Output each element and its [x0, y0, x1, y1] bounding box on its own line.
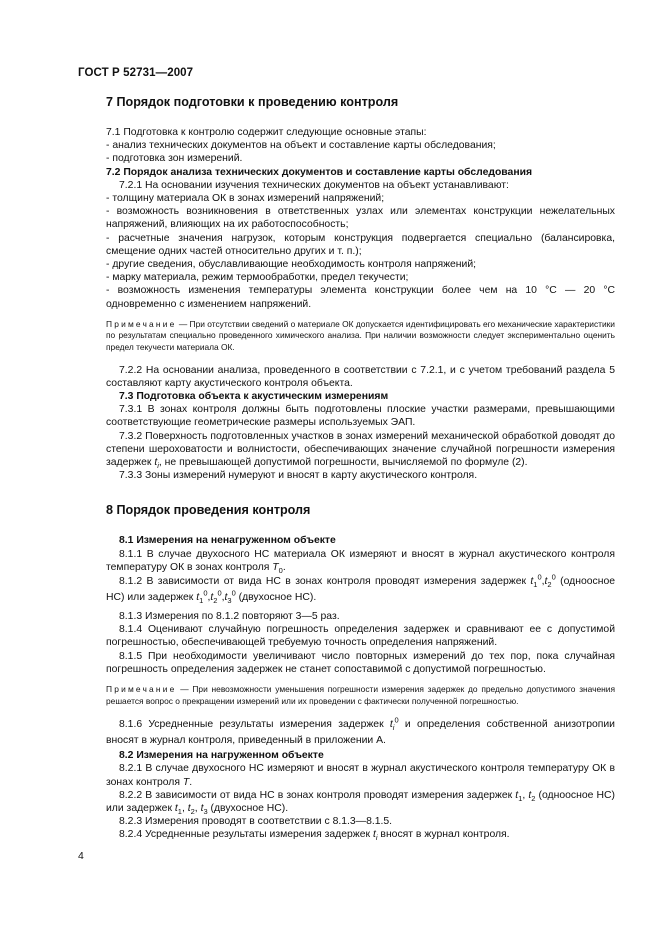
text-run: 7.3.2 Поверхность подготовленных участков в зонах измерений механической обработкой доводят до степени шероховатости и волнистости, обеспечивающих значение случайной погрешности измерения задержек: [106, 430, 615, 469]
section-8-title: 8 Порядок проведения контроля: [106, 503, 311, 518]
subsection-7-3-heading: 7.3 Подготовка объекта к акустическим измерениям: [119, 391, 389, 403]
page-number: 4: [78, 851, 84, 862]
text-run: ,: [522, 789, 526, 801]
math-sup: 0: [217, 588, 222, 598]
math-sub: i: [392, 723, 395, 733]
math-var: t: [372, 829, 376, 841]
text-run: .: [282, 561, 286, 573]
text-run: ,: [194, 803, 198, 815]
para-7-2-1: 7.2.1 На основании изучения технических документов на объект устанавливают:: [119, 179, 509, 191]
math-var: t: [210, 592, 214, 604]
note-label: Примечание: [106, 684, 177, 695]
page-content: [106, 94, 615, 842]
text-run: ,: [207, 592, 211, 604]
subsection-8-2-heading: 8.2 Измерения на нагруженном объекте: [119, 750, 324, 762]
para-8-1-1: [106, 548, 615, 574]
math-sup: 0: [231, 588, 236, 598]
math-var: t: [515, 789, 519, 801]
math-var: t: [196, 592, 200, 604]
math-var: t: [528, 789, 532, 801]
math-sup: 0: [394, 715, 399, 725]
math-sub: 2: [547, 580, 552, 590]
math-sub: 1: [199, 596, 204, 606]
list-item: - возможность изменения температуры элемента конструкции более чем на 10 °С — 20 °С одновременно с изменением напряжений.: [106, 285, 615, 310]
note-text: — При отсутствии сведений о материале ОК допускается идентифицировать его механические характеристики по результатам специально проведенного химического анализа. При наличии возможности следует экспериментально оценить предел текучести материала ОК.: [106, 318, 615, 353]
math-sup: 0: [537, 572, 542, 582]
math-sub: 2: [213, 596, 218, 606]
text-run: 8.1.2 В зависимости от вида НС в зонах контроля проводят измерения задержек: [119, 576, 531, 588]
list-item: - толщину материала ОК в зонах измерений напряжений;: [106, 193, 385, 205]
math-var: t: [154, 457, 158, 469]
list-item: - анализ технических документов на объект и составление карты обследования;: [106, 140, 496, 152]
para-8-1-4: 8.1.4 Оценивают случайную погрешность определения задержек и сравнивают ее с допустимой погрешностью, обеспечивающей требуемую точность определения напряжений.: [106, 624, 615, 649]
text-run: (двухосное НС).: [207, 803, 289, 815]
text-run: .: [189, 776, 193, 788]
math-var: t: [200, 803, 204, 815]
math-var: t: [389, 719, 393, 731]
note-2: [106, 684, 615, 707]
math-var: t: [530, 576, 534, 588]
text-run: 8.1.6 Усредненные результаты измерения задержек: [119, 719, 390, 731]
text-run: 8.2.2 В зависимости от вида НС в зонах контроля проводят измерения задержек: [119, 789, 516, 801]
text-run: , не превышающей допустимой погрешности, вычисляемой по формуле (2).: [158, 457, 528, 469]
para-7-2-2: 7.2.2 На основании анализа, проведенного в соответствии с 7.2.1, и с учетом требований раздела 5 составляют карту акустического контроля объекта.: [106, 364, 615, 389]
list-item-text: - возможность возникновения в ответственных узлах или элементах конструкции нежелательных напряжений, влияющих на их работоспособность;: [106, 206, 615, 231]
math-var: t: [224, 592, 228, 604]
math-sub: 1: [533, 580, 538, 590]
math-var: T: [272, 561, 279, 573]
note-text: — При невозможности уменьшения погрешности измерения задержек до предельно допустимого значения решается вопрос о прекращении измерений или их проведении с фактически полученной погрешностью.: [106, 684, 615, 706]
text-run: вносят в журнал контроля.: [377, 829, 510, 841]
para-8-1-2: [106, 574, 615, 606]
para-8-2-4: [106, 828, 615, 841]
math-sub: i: [375, 833, 378, 843]
text-run: 8.2.1 В случае двухосного НС измеряют и вносят в журнал акустического контроля температуру ОК в зонах контроля: [106, 763, 615, 788]
math-sub: 3: [203, 807, 208, 817]
math-sup: 0: [203, 588, 208, 598]
math-sup: 0: [551, 572, 556, 582]
para-8-1-6: [106, 717, 615, 749]
para-8-1-3: 8.1.3 Измерения по 8.1.2 повторяют 3—5 раз.: [119, 611, 340, 623]
list-item: - марку материала, режим термообработки, предел текучести;: [106, 272, 409, 284]
note-label: Примечание: [106, 318, 177, 329]
math-sub: 1: [177, 807, 182, 817]
text-run: 8.1.1 В случае двухосного НС материала ОК измеряют и вносят в журнал акустического контроля температуру ОК в зонах контроля: [106, 548, 615, 573]
para-7-3-2: [106, 430, 615, 470]
para-8-2-2: [106, 789, 615, 815]
text-run: ,: [541, 576, 545, 588]
para-7-1: 7.1 Подготовка к контролю содержит следующие основные этапы:: [106, 127, 427, 138]
list-item: [78, 205, 615, 231]
math-sub: 1: [518, 793, 523, 803]
text-run: ,: [221, 592, 225, 604]
list-item: - другие сведения, обуславливающие необходимость контроля напряжений;: [106, 259, 477, 271]
para-8-2-1: [106, 762, 615, 788]
list-item: - подготовка зон измерений.: [106, 153, 243, 165]
para-7-3-3: 7.3.3 Зоны измерений нумеруют и вносят в карту акустического контроля.: [119, 470, 478, 482]
text-run: (одноосное НС) или задержек: [106, 789, 615, 815]
note-1: [106, 319, 615, 354]
math-var: t: [174, 803, 178, 815]
math-sub: 2: [531, 793, 536, 803]
standard-code-header: ГОСТ Р 52731—2007: [78, 67, 194, 79]
para-8-1-5: 8.1.5 При необходимости увеличивают число повторных измерений до тех пор, пока случайная погрешность определения задержек не станет сопоставимой с допустимой погрешностью.: [106, 650, 615, 675]
math-sub: i: [157, 461, 159, 471]
para-7-3-1: 7.3.1 В зонах контроля должны быть подготовлены плоские участки размерами, превышающими соответствующие геометрические размеры используемых ЭАП.: [106, 404, 615, 429]
math-var: T: [182, 776, 190, 788]
section-7-title: 7 Порядок подготовки к проведению контроля: [106, 95, 399, 109]
math-var: t: [187, 803, 191, 815]
math-sub: 0: [278, 565, 283, 575]
subsection-8-1-heading: 8.1 Измерения на ненагруженном объекте: [119, 535, 336, 547]
subsection-7-2-heading: 7.2 Порядок анализа технических документов и составление карты обследования: [106, 166, 533, 178]
text-run: ,: [181, 803, 185, 815]
text-run: и определения собственной анизотропии вносят в журнал контроля, приведенный в приложении А.: [106, 719, 615, 747]
list-item: - расчетные значения нагрузок, которым конструкция подвергается специально (балансировка, смещение одних частей относительно других и т. п.);: [106, 232, 615, 257]
math-var: t: [544, 576, 548, 588]
math-sub: 2: [190, 807, 195, 817]
text-run: (двухосное НС).: [235, 592, 317, 604]
math-sub: 3: [227, 596, 232, 606]
text-run: 8.2.4 Усредненные результаты измерения задержек: [119, 829, 373, 841]
para-8-2-3: 8.2.3 Измерения проводят в соответствии с 8.1.3—8.1.5.: [119, 816, 393, 828]
text-run: (одноосное НС) или задержек: [106, 576, 615, 604]
